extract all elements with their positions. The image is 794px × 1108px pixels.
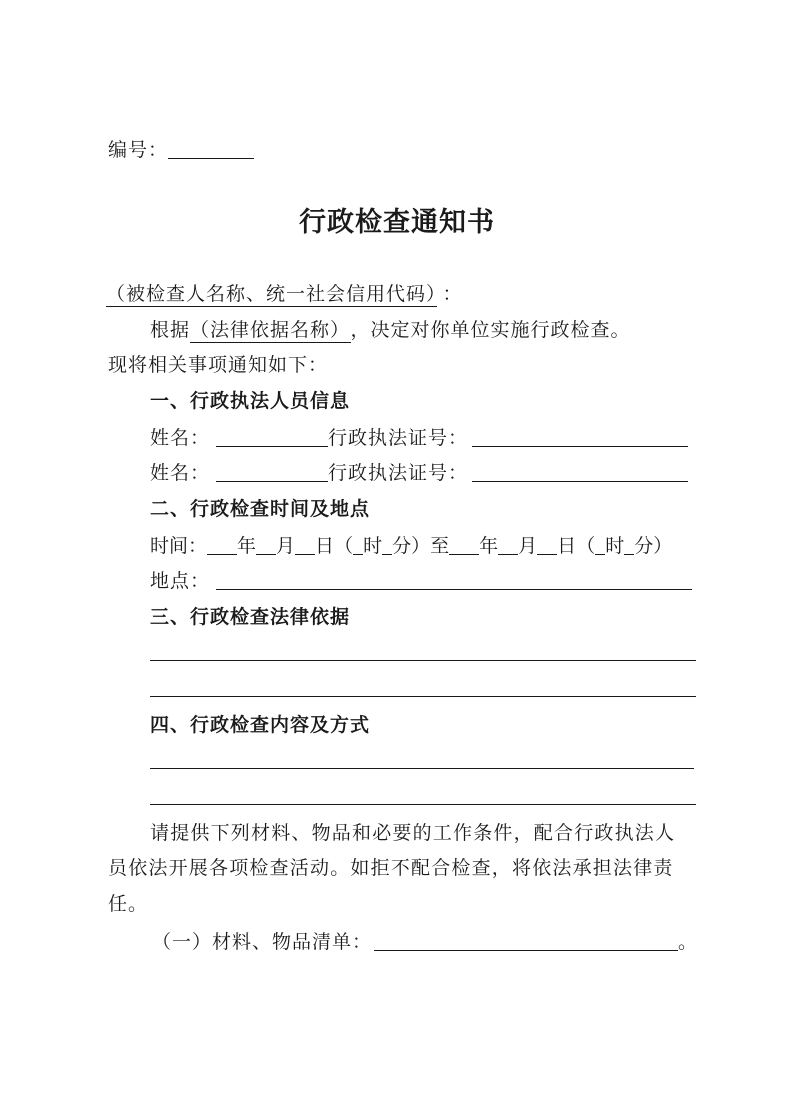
materials-label: （一）材料、物品清单： xyxy=(152,931,373,953)
intro-prefix: 根据 xyxy=(150,319,191,341)
day-label: 日 xyxy=(315,535,335,557)
section1-heading: 一、行政执法人员信息 xyxy=(150,390,351,412)
officer-cert-label: 行政执法证号： xyxy=(328,427,469,449)
year-label: 年 xyxy=(237,535,257,557)
hour-label: 时 xyxy=(363,535,383,557)
rparen: ） xyxy=(411,535,431,557)
officer-name-blank[interactable] xyxy=(216,461,328,482)
document-title: 行政检查通知书 xyxy=(299,207,495,238)
intro-line-2: 现将相关事项通知如下： xyxy=(108,354,329,376)
materials-blank[interactable] xyxy=(374,930,678,951)
hour-label: 时 xyxy=(605,535,625,557)
start-month-blank[interactable] xyxy=(256,534,276,555)
day-label: 日 xyxy=(557,535,577,557)
legal-basis-line-2[interactable] xyxy=(150,696,696,697)
minute-label: 分 xyxy=(392,535,412,557)
addressee-colon: ： xyxy=(442,283,463,305)
end-month-blank[interactable] xyxy=(498,534,518,555)
place-blank[interactable] xyxy=(216,569,692,590)
materials-row xyxy=(152,930,698,954)
start-minute-blank[interactable] xyxy=(382,534,392,555)
request-line-2: 员依法开展各项检查活动。如拒不配合检查，将依法承担法律责 xyxy=(108,857,674,879)
start-day-blank[interactable] xyxy=(295,534,315,555)
lparen: （ xyxy=(334,535,354,557)
end-hour-blank[interactable] xyxy=(595,534,605,555)
intro-line-1 xyxy=(150,318,631,342)
lparen: （ xyxy=(576,535,596,557)
officer-row-2 xyxy=(150,461,688,485)
end-day-blank[interactable] xyxy=(537,534,557,555)
to-label: 至 xyxy=(430,535,450,557)
content-method-line-1[interactable] xyxy=(150,768,694,769)
content-method-line-2[interactable] xyxy=(150,804,696,805)
rparen: ） xyxy=(653,535,673,557)
document-number-label: 编号： xyxy=(108,139,169,161)
section3-heading: 三、行政检查法律依据 xyxy=(150,606,351,628)
end-minute-blank[interactable] xyxy=(624,534,634,555)
start-year-blank[interactable] xyxy=(207,534,237,555)
request-line-1: 请提供下列材料、物品和必要的工作条件，配合行政执法人 xyxy=(150,822,676,844)
time-row xyxy=(150,534,672,558)
time-label: 时间： xyxy=(150,535,208,557)
officer-name-label: 姓名： xyxy=(150,462,211,484)
year-label: 年 xyxy=(479,535,499,557)
section4-heading: 四、行政检查内容及方式 xyxy=(150,714,371,736)
month-label: 月 xyxy=(276,535,296,557)
officer-cert-blank[interactable] xyxy=(472,461,688,482)
place-row xyxy=(150,569,692,593)
addressee-placeholder[interactable]: （被检查人名称、统一社会信用代码） xyxy=(106,283,437,305)
start-hour-blank[interactable] xyxy=(353,534,363,555)
officer-cert-blank[interactable] xyxy=(472,426,688,447)
officer-name-blank[interactable] xyxy=(216,426,328,447)
document-number-row xyxy=(108,138,254,162)
place-label: 地点： xyxy=(150,570,211,592)
document-number-blank[interactable] xyxy=(168,138,254,159)
legal-basis-placeholder[interactable]: （法律依据名称） xyxy=(190,319,351,343)
section2-heading: 二、行政检查时间及地点 xyxy=(150,498,371,520)
officer-cert-label: 行政执法证号： xyxy=(328,462,469,484)
month-label: 月 xyxy=(518,535,538,557)
officer-name-label: 姓名： xyxy=(150,427,211,449)
intro-rest: ，决定对你单位实施行政检查。 xyxy=(350,319,631,341)
minute-label: 分 xyxy=(634,535,654,557)
legal-basis-line-1[interactable] xyxy=(150,660,696,661)
addressee-row xyxy=(106,282,463,306)
request-line-3: 任。 xyxy=(108,893,149,915)
end-year-blank[interactable] xyxy=(449,534,479,555)
materials-end: 。 xyxy=(678,931,699,953)
officer-row-1 xyxy=(150,426,688,450)
